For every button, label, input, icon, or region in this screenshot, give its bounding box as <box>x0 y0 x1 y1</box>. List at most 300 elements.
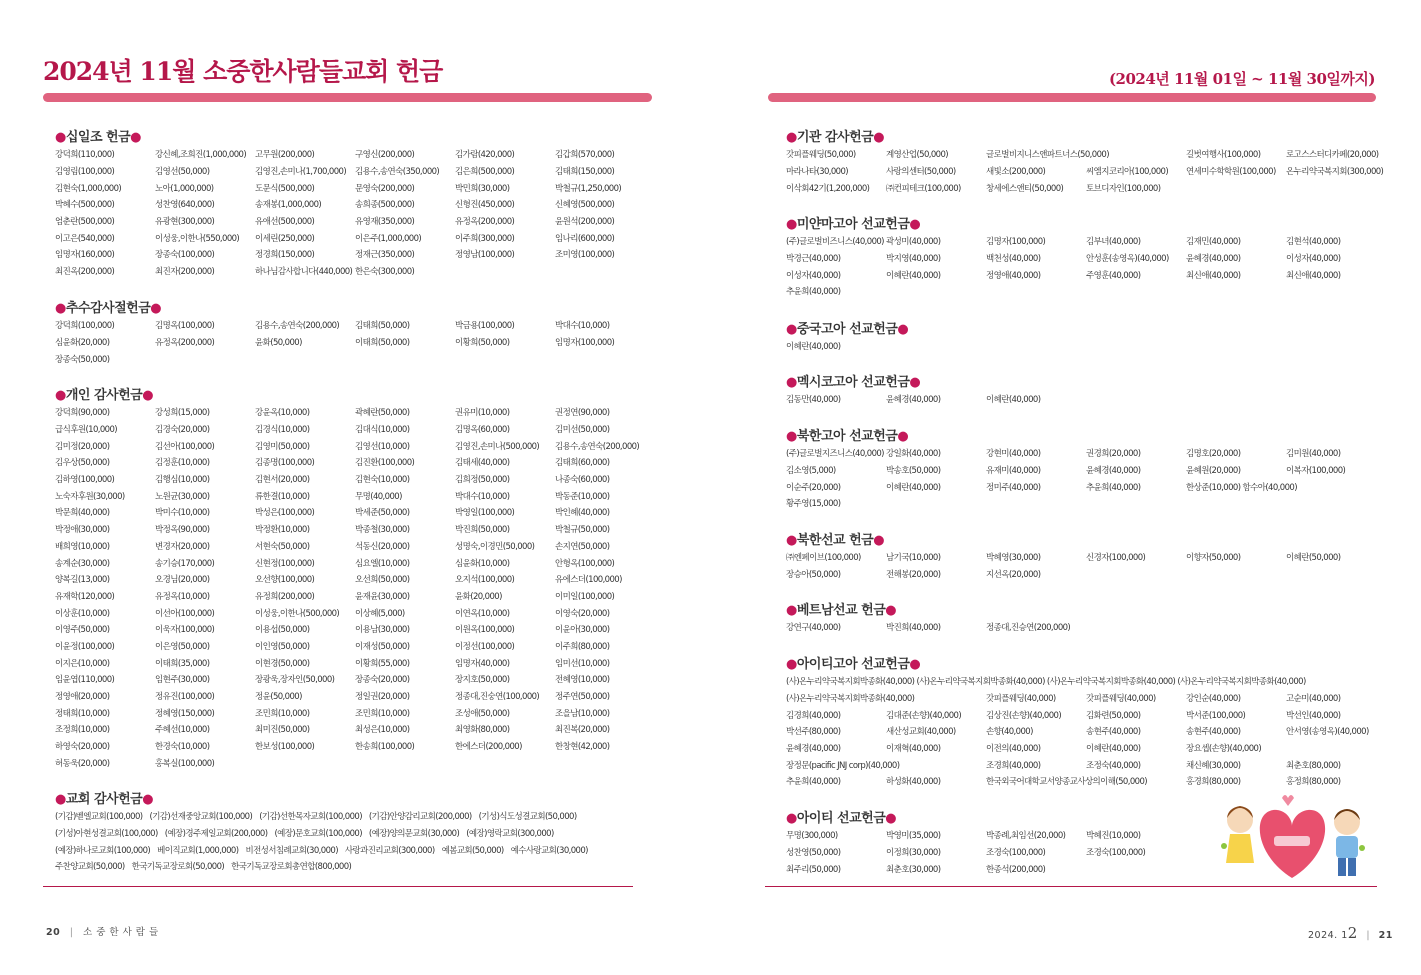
donor-entry: (기감)벧엘교회(100,000) <box>55 812 143 823</box>
donor-entry: 박혜수(500,000) <box>55 200 115 211</box>
donor-entry: 정일권(20,000) <box>355 692 410 703</box>
donor-entry: 서현숙(50,000) <box>255 541 310 552</box>
donor-entry: 새산성교회(40,000) <box>886 727 956 738</box>
donor-entry: 유영재(350,000) <box>355 217 415 228</box>
magazine-name: 소 중 한 사 람 들 <box>83 927 159 938</box>
donor-entry: 장종숙(100,000) <box>155 250 215 261</box>
donor-entry: 김동만(40,000) <box>786 395 841 406</box>
donor-row <box>786 462 1386 479</box>
donor-entry: 김영진,손미나(500,000) <box>455 441 540 452</box>
donor-grid <box>786 391 1086 408</box>
donor-entry: 한송희(100,000) <box>355 742 415 753</box>
donor-entry: 강일화(40,000) <box>886 449 941 460</box>
donor-entry: 무명(40,000) <box>355 491 402 502</box>
donor-entry: 이현경(50,000) <box>255 658 310 669</box>
donor-entry: 유애선(500,000) <box>255 217 315 228</box>
donor-row <box>55 213 655 230</box>
donor-entry: 임명자(40,000) <box>455 658 510 669</box>
donor-row <box>55 179 655 196</box>
donor-entry: 정혜영(150,000) <box>155 708 215 719</box>
donor-row <box>786 233 1386 250</box>
donor-entry: 이혜란(40,000) <box>986 395 1041 406</box>
donor-entry: 류한결(10,000) <box>255 491 310 502</box>
donor-entry: (기감)선한목자교회(100,000) <box>259 812 362 823</box>
period-label: (2024년 11월 01일 ~ 11월 30일까지) <box>1108 70 1375 88</box>
donor-entry: 도문식(500,000) <box>255 183 315 194</box>
section-vietnam <box>786 599 1086 636</box>
donor-entry: 급식후원(10,000) <box>55 425 118 436</box>
donor-entry: 정미주(40,000) <box>986 482 1041 493</box>
donor-row <box>786 338 908 355</box>
donor-entry: 박혜진(10,000) <box>1086 831 1141 842</box>
section-mexico <box>786 371 1086 408</box>
donor-entry: 신혜영(500,000) <box>555 200 615 211</box>
donor-entry: 유재학(120,000) <box>55 591 115 602</box>
donor-entry: 최진복(20,000) <box>555 725 610 736</box>
donor-entry: 김태희(60,000) <box>555 458 610 469</box>
donor-entry: 김영선(10,000) <box>355 441 410 452</box>
donor-entry: 이혜란(40,000) <box>886 482 941 493</box>
section-personal-thanks <box>55 384 655 771</box>
donor-entry: 글로벌비지니스앤파트너스(50,000) <box>986 150 1109 161</box>
section-church-thanks <box>55 788 595 875</box>
donor-entry: 연세미수학학원(100,000) <box>1186 167 1276 178</box>
donor-row <box>55 404 655 421</box>
donor-entry: 최진자(200,000) <box>155 267 215 278</box>
donor-row <box>55 146 655 163</box>
donor-row <box>786 673 1386 690</box>
donor-entry: 권정연(90,000) <box>555 408 610 419</box>
donor-entry: 로고스스터디카페(20,000) <box>1286 150 1379 161</box>
donor-row <box>55 754 655 771</box>
donor-entry: 추윤희(40,000) <box>786 777 841 788</box>
donor-row <box>55 638 655 655</box>
donor-entry: 정주연(50,000) <box>555 692 610 703</box>
donor-entry: 김영림(100,000) <box>55 167 115 178</box>
donor-entry: ㈜엔페이브(100,000) <box>786 553 861 564</box>
donor-entry: 엄춘란(500,000) <box>55 217 115 228</box>
donor-entry: 고순미(40,000) <box>1286 694 1341 705</box>
donor-entry: 김경식(10,000) <box>255 425 310 436</box>
donor-entry: 김영미(50,000) <box>255 441 310 452</box>
section-title: ●미얀마고아 선교헌금● <box>786 217 921 232</box>
donor-row <box>786 179 1386 196</box>
donor-entry: 고무원(200,000) <box>255 150 315 161</box>
donor-row <box>55 621 655 638</box>
donor-entry: 조정희(10,000) <box>55 725 110 736</box>
donor-entry: 홍경희(80,000) <box>1186 777 1241 788</box>
donor-entry: 이주희(80,000) <box>555 641 610 652</box>
donor-row <box>786 844 1186 861</box>
donor-entry: 유재미(40,000) <box>986 466 1041 477</box>
donor-grid <box>786 445 1386 512</box>
donor-entry: 조경희(40,000) <box>986 760 1041 771</box>
donor-entry: 조민희(10,000) <box>355 708 410 719</box>
donor-entry: 이혜란(40,000) <box>786 342 841 353</box>
donor-entry: (기감)안양감리교회(200,000) <box>368 812 472 823</box>
donor-entry: (주)글로벌비즈니스(40,000) <box>786 237 884 248</box>
donor-row <box>786 566 1386 583</box>
donor-row <box>786 619 1086 636</box>
donor-grid <box>786 549 1386 582</box>
small-heart-icon <box>1282 795 1294 806</box>
children-heart-illustration <box>1212 778 1372 888</box>
donor-entry: 김진환(100,000) <box>355 458 415 469</box>
donor-grid <box>786 619 1086 636</box>
donor-entry: 박선주(80,000) <box>786 727 841 738</box>
donor-entry: 노원균(30,000) <box>155 491 210 502</box>
donor-entry: 주영훈(40,000) <box>1086 270 1141 281</box>
donor-entry: 장광욱,장자인(50,000) <box>255 675 335 686</box>
donor-entry: 이황희(50,000) <box>455 338 510 349</box>
donor-entry: 유광현(300,000) <box>155 217 215 228</box>
donor-entry: 예수사랑교회(30,000) <box>510 845 588 856</box>
donor-entry: 김명옥(100,000) <box>155 321 215 332</box>
donor-entry: 씨엠지코리아(100,000) <box>1086 167 1169 178</box>
donor-entry: 마라나타(30,000) <box>786 167 849 178</box>
donor-entry: (사)온누리약국복지회박종화(40,000) <box>786 694 915 705</box>
donor-entry: 임명자(100,000) <box>555 338 615 349</box>
donor-entry: 최영화(80,000) <box>455 725 510 736</box>
donor-entry: 하나님감사합니다(440,000) <box>255 267 353 278</box>
donor-entry: 이재혁(40,000) <box>886 744 941 755</box>
donor-entry: 한은숙(300,000) <box>355 267 415 278</box>
donor-entry: 성찬영(640,000) <box>155 200 215 211</box>
donor-grid <box>786 146 1386 196</box>
donor-entry: 정재근(350,000) <box>355 250 415 261</box>
donor-entry: 정윤(50,000) <box>255 692 302 703</box>
donor-row <box>786 827 1186 844</box>
donor-entry: 이정희(30,000) <box>886 848 941 859</box>
donor-entry: 김태세(40,000) <box>455 458 510 469</box>
donor-entry: 박성은(100,000) <box>255 508 315 519</box>
donor-entry: 김경희(40,000) <box>786 710 841 721</box>
donor-entry: ㈜컨피테크(100,000) <box>886 183 961 194</box>
section-title: ●아이티 선교헌금● <box>786 811 897 826</box>
donor-row <box>55 654 655 671</box>
donor-entry: 구영신(200,000) <box>355 150 415 161</box>
donor-entry: 유정희(200,000) <box>255 591 315 602</box>
donor-entry: 새빛소(200,000) <box>986 167 1046 178</box>
donor-entry: 변경자(20,000) <box>155 541 210 552</box>
donor-grid <box>786 338 908 355</box>
donor-entry: 성찬영(50,000) <box>786 848 841 859</box>
donor-entry: 임현주(30,000) <box>155 675 210 686</box>
donor-entry: 이인영(50,000) <box>255 641 310 652</box>
donor-entry: 김우상(50,000) <box>55 458 110 469</box>
donor-entry: 온누리약국복지회(300,000) <box>1286 167 1384 178</box>
donor-entry: 김태희(50,000) <box>355 321 410 332</box>
donor-entry: 송희종(500,000) <box>355 200 415 211</box>
donor-entry: 이황희(55,000) <box>355 658 410 669</box>
section-title: ●중국고아 선교헌금● <box>786 322 909 337</box>
donor-entry: (예장)문호교회(100,000) <box>274 829 362 840</box>
donor-entry: 이은주(1,000,000) <box>355 233 422 244</box>
donor-row <box>55 858 595 875</box>
boy-shirt <box>1336 836 1358 858</box>
donor-entry: 최주리(50,000) <box>786 864 841 875</box>
donor-row <box>55 334 655 351</box>
donor-row <box>55 604 655 621</box>
donor-entry: 이성웅,이한나(550,000) <box>155 233 240 244</box>
section-title: ●베트남선교 헌금● <box>786 603 897 618</box>
donor-entry: 박선인(40,000) <box>1286 710 1341 721</box>
donor-entry: 윤혜경(40,000) <box>1186 254 1241 265</box>
donor-entry: 김명호(20,000) <box>1186 449 1241 460</box>
donor-entry: 김소영(5,000) <box>786 466 836 477</box>
donor-row <box>786 163 1386 180</box>
donor-row <box>55 163 655 180</box>
donor-entry: 이정선(100,000) <box>455 641 515 652</box>
donor-row <box>786 391 1086 408</box>
donor-row <box>786 495 1386 512</box>
section-title: ●북한선교 헌금● <box>786 533 885 548</box>
donor-flow <box>55 808 595 875</box>
donor-entry: 이영주(50,000) <box>55 625 110 636</box>
donor-row <box>786 250 1386 267</box>
donor-entry: (기감)선재중앙교회(100,000) <box>149 812 253 823</box>
donor-row <box>55 317 655 334</box>
donor-entry: 강윤옥(10,000) <box>255 408 310 419</box>
donor-entry: 이은영(50,000) <box>155 641 210 652</box>
page-footer <box>46 924 159 938</box>
donor-entry: 신형진(450,000) <box>455 200 515 211</box>
donor-entry: 장종숙(50,000) <box>55 354 110 365</box>
section-title: ●추수감사절헌금● <box>55 301 162 316</box>
donor-entry: 김행심(10,000) <box>155 475 210 486</box>
donor-row <box>55 196 655 213</box>
donor-entry: 박대수(10,000) <box>555 321 610 332</box>
donor-entry: 지선옥(20,000) <box>986 570 1041 581</box>
girl-dress <box>1226 834 1254 863</box>
donor-entry: 김명자(100,000) <box>986 237 1046 248</box>
donor-entry: 김현숙(10,000) <box>355 475 410 486</box>
donor-row <box>55 454 655 471</box>
section-title: ●멕시코고아 선교헌금● <box>786 375 921 390</box>
donor-entry: 박미수(10,000) <box>155 508 210 519</box>
donor-entry: 김정훈(10,000) <box>155 458 210 469</box>
donor-entry: 최신애(40,000) <box>1186 270 1241 281</box>
donor-entry: 박정환(10,000) <box>255 525 310 536</box>
section-myanmar <box>786 213 1386 300</box>
donor-row <box>55 721 655 738</box>
donor-entry: 송재봉(1,000,000) <box>255 200 322 211</box>
donor-entry: 강연구(40,000) <box>786 623 841 634</box>
donor-entry: 베이직교회(1,000,000) <box>157 845 239 856</box>
donor-entry: 강현미(40,000) <box>986 449 1041 460</box>
donor-entry: 신현정(100,000) <box>255 558 315 569</box>
donor-entry: 이성자(40,000) <box>1286 254 1341 265</box>
donor-entry: 예봄교회(50,000) <box>441 845 504 856</box>
donor-entry: 유에스더(100,000) <box>555 575 622 586</box>
section-title: ●십일조 헌금● <box>55 130 142 145</box>
donor-entry: (사)온누리약국복지회박종화(40,000) (사)온누리약국복지회박종화(40,000) (사)온누리약국복지회박종화(40,000) (사)온누리약국복지회박종화(40,000) <box>786 677 1306 688</box>
donor-entry: 김명옥(60,000) <box>455 425 510 436</box>
heart-banner <box>1274 836 1310 846</box>
donor-entry: 이순주(20,000) <box>786 482 841 493</box>
donor-entry: 이용남(30,000) <box>355 625 410 636</box>
donor-entry: 윤화(50,000) <box>255 338 302 349</box>
donor-entry: 강성희(15,000) <box>155 408 210 419</box>
donor-grid <box>55 317 655 367</box>
donor-entry: 최춘호(30,000) <box>886 864 941 875</box>
title-bar <box>768 93 1376 102</box>
donor-entry: 장정문(pacific JNJ corp)(40,000) <box>786 760 900 771</box>
donor-entry: 한국기독교장로회총연합(800,000) <box>231 862 352 873</box>
donor-entry: 박진희(40,000) <box>886 623 941 634</box>
section-haiti-orphan <box>786 653 1386 790</box>
donor-entry: 곽혜란(50,000) <box>355 408 410 419</box>
donor-entry: 송계순(30,000) <box>55 558 110 569</box>
donor-entry: 이혜란(40,000) <box>1086 744 1141 755</box>
left-page <box>0 0 710 975</box>
donor-entry: 김은희(500,000) <box>455 167 515 178</box>
footer-separator: | <box>69 927 74 938</box>
donor-entry: 박정애(30,000) <box>55 525 110 536</box>
donor-entry: 김가람(420,000) <box>455 150 515 161</box>
donor-entry: 전혜영(10,000) <box>555 675 610 686</box>
donor-entry: 추윤희(40,000) <box>786 287 841 298</box>
donor-entry: 오지석(100,000) <box>455 575 515 586</box>
donor-row <box>55 688 655 705</box>
donor-entry: 박혜영(30,000) <box>986 553 1041 564</box>
donor-entry: 이원옥(100,000) <box>455 625 515 636</box>
donor-entry: 유정옥(200,000) <box>455 217 515 228</box>
donor-entry: 조을남(10,000) <box>555 708 610 719</box>
donor-row <box>786 266 1386 283</box>
donor-entry: 손향(40,000) <box>986 727 1033 738</box>
donor-entry: 노아(1,000,000) <box>155 183 214 194</box>
donor-entry: 김부녀(40,000) <box>1086 237 1141 248</box>
donor-entry: 김대식(10,000) <box>355 425 410 436</box>
divider-line <box>43 886 633 887</box>
donor-entry: 이윤아(30,000) <box>555 625 610 636</box>
donor-row <box>55 538 655 555</box>
donor-row <box>55 350 655 367</box>
donor-row <box>786 445 1386 462</box>
donor-row <box>786 740 1386 757</box>
title-bar <box>43 93 652 102</box>
donor-entry: 정경희(150,000) <box>255 250 315 261</box>
donor-entry: 김대준(손향)(40,000) <box>886 710 962 721</box>
donor-entry: 이연옥(10,000) <box>455 608 510 619</box>
donor-entry: 비전성서침례교회(30,000) <box>245 845 338 856</box>
donor-grid <box>786 673 1386 790</box>
donor-entry: 김현서(20,000) <box>255 475 310 486</box>
donor-entry: 김현석(40,000) <box>1286 237 1341 248</box>
donor-entry: 배희영(10,000) <box>55 541 110 552</box>
donor-entry: 김용수,송연숙(350,000) <box>355 167 440 178</box>
section-north-korea-mission <box>786 529 1386 582</box>
donor-entry: 윤화(20,000) <box>455 591 502 602</box>
donor-entry: 김태희(150,000) <box>555 167 615 178</box>
donor-entry: 이상훈(10,000) <box>55 608 110 619</box>
donor-entry: 정영애(40,000) <box>986 270 1041 281</box>
donor-entry: 안형옥(100,000) <box>555 558 615 569</box>
donor-entry: 이고은(540,000) <box>55 233 115 244</box>
footer-separator: | <box>1366 930 1371 941</box>
donor-entry: 정영애(20,000) <box>55 692 110 703</box>
page-number: 21 <box>1378 930 1393 941</box>
donor-row <box>786 756 1386 773</box>
donor-entry: 송현주(40,000) <box>1186 727 1241 738</box>
donor-row <box>55 671 655 688</box>
donor-entry: (예장)하나로교회(100,000) <box>55 845 151 856</box>
donor-entry: 허동욱(20,000) <box>55 758 110 769</box>
donor-entry: 박금용(100,000) <box>455 321 515 332</box>
donor-entry: 한국외국어대학교서양종교사상의이해(50,000) <box>986 777 1147 788</box>
donor-grid <box>786 827 1186 877</box>
donor-entry: 이전의(40,000) <box>986 744 1041 755</box>
donor-entry: 강신혜,조희진(1,000,000) <box>155 150 247 161</box>
donor-entry: 양복길(13,000) <box>55 575 110 586</box>
donor-entry: (예장)경주제일교회(200,000) <box>164 829 268 840</box>
donor-entry: 정유진(100,000) <box>155 692 215 703</box>
donor-entry: 김종명(100,000) <box>255 458 315 469</box>
donor-entry: 오경님(20,000) <box>155 575 210 586</box>
donor-entry: 장요셉(손향)(40,000) <box>1186 744 1262 755</box>
donor-entry: 이지은(10,000) <box>55 658 110 669</box>
donor-entry: 이선아(100,000) <box>155 608 215 619</box>
donor-entry: 한종석(200,000) <box>986 864 1046 875</box>
donor-entry: 이복자(100,000) <box>1286 466 1346 477</box>
donor-entry: 정태희(10,000) <box>55 708 110 719</box>
donor-entry: 조경숙(100,000) <box>1086 848 1146 859</box>
donor-entry: 이태희(50,000) <box>355 338 410 349</box>
donor-entry: 신경자(100,000) <box>1086 553 1146 564</box>
donor-row <box>786 860 1186 877</box>
donor-entry: 정영남(100,000) <box>455 250 515 261</box>
donor-entry: 노숙자후원(30,000) <box>55 491 125 502</box>
donor-row <box>55 504 655 521</box>
donor-entry: 최진옥(200,000) <box>55 267 115 278</box>
donor-entry: 김선아(100,000) <box>155 441 215 452</box>
donor-entry: 박경근(40,000) <box>786 254 841 265</box>
donor-row <box>55 487 655 504</box>
donor-entry: 권경희(20,000) <box>1086 449 1141 460</box>
donor-entry: 사랑의센터(50,000) <box>886 167 956 178</box>
donor-row <box>55 437 655 454</box>
donor-entry: 박진희(50,000) <box>455 525 510 536</box>
donor-entry: 이욱자(100,000) <box>155 625 215 636</box>
donor-entry: 김영선(50,000) <box>155 167 210 178</box>
donor-entry: 임미선(10,000) <box>555 658 610 669</box>
donor-entry: 송현주(40,000) <box>1086 727 1141 738</box>
donor-entry: 채신혜(30,000) <box>1186 760 1241 771</box>
donor-entry: 사랑과진리교회(300,000) <box>344 845 435 856</box>
donor-row <box>55 263 655 280</box>
donor-entry: 장승아(50,000) <box>786 570 841 581</box>
donor-entry: 석동신(20,000) <box>355 541 410 552</box>
donor-entry: 홍복실(100,000) <box>155 758 215 769</box>
donor-row <box>55 554 655 571</box>
donor-entry: (예장)양의문교회(30,000) <box>368 829 460 840</box>
section-title: ●교회 감사헌금● <box>55 792 154 807</box>
donor-row <box>55 808 595 825</box>
donor-entry: 계영산업(50,000) <box>886 150 949 161</box>
page-footer-right <box>1308 924 1393 942</box>
donor-entry: 박종철(30,000) <box>355 525 410 536</box>
donor-entry: 김경숙(20,000) <box>155 425 210 436</box>
donor-entry: 박정옥(90,000) <box>155 525 210 536</box>
donor-entry: 추윤희(40,000) <box>1086 482 1141 493</box>
issue-month-big: 2 <box>1347 924 1358 942</box>
donor-entry: 전해봉(20,000) <box>886 570 941 581</box>
donor-entry: 한상준(10,000) 함수아(40,000) <box>1186 482 1297 493</box>
donor-entry: 조민희(10,000) <box>255 708 310 719</box>
donor-row <box>55 421 655 438</box>
donor-row <box>55 841 595 858</box>
